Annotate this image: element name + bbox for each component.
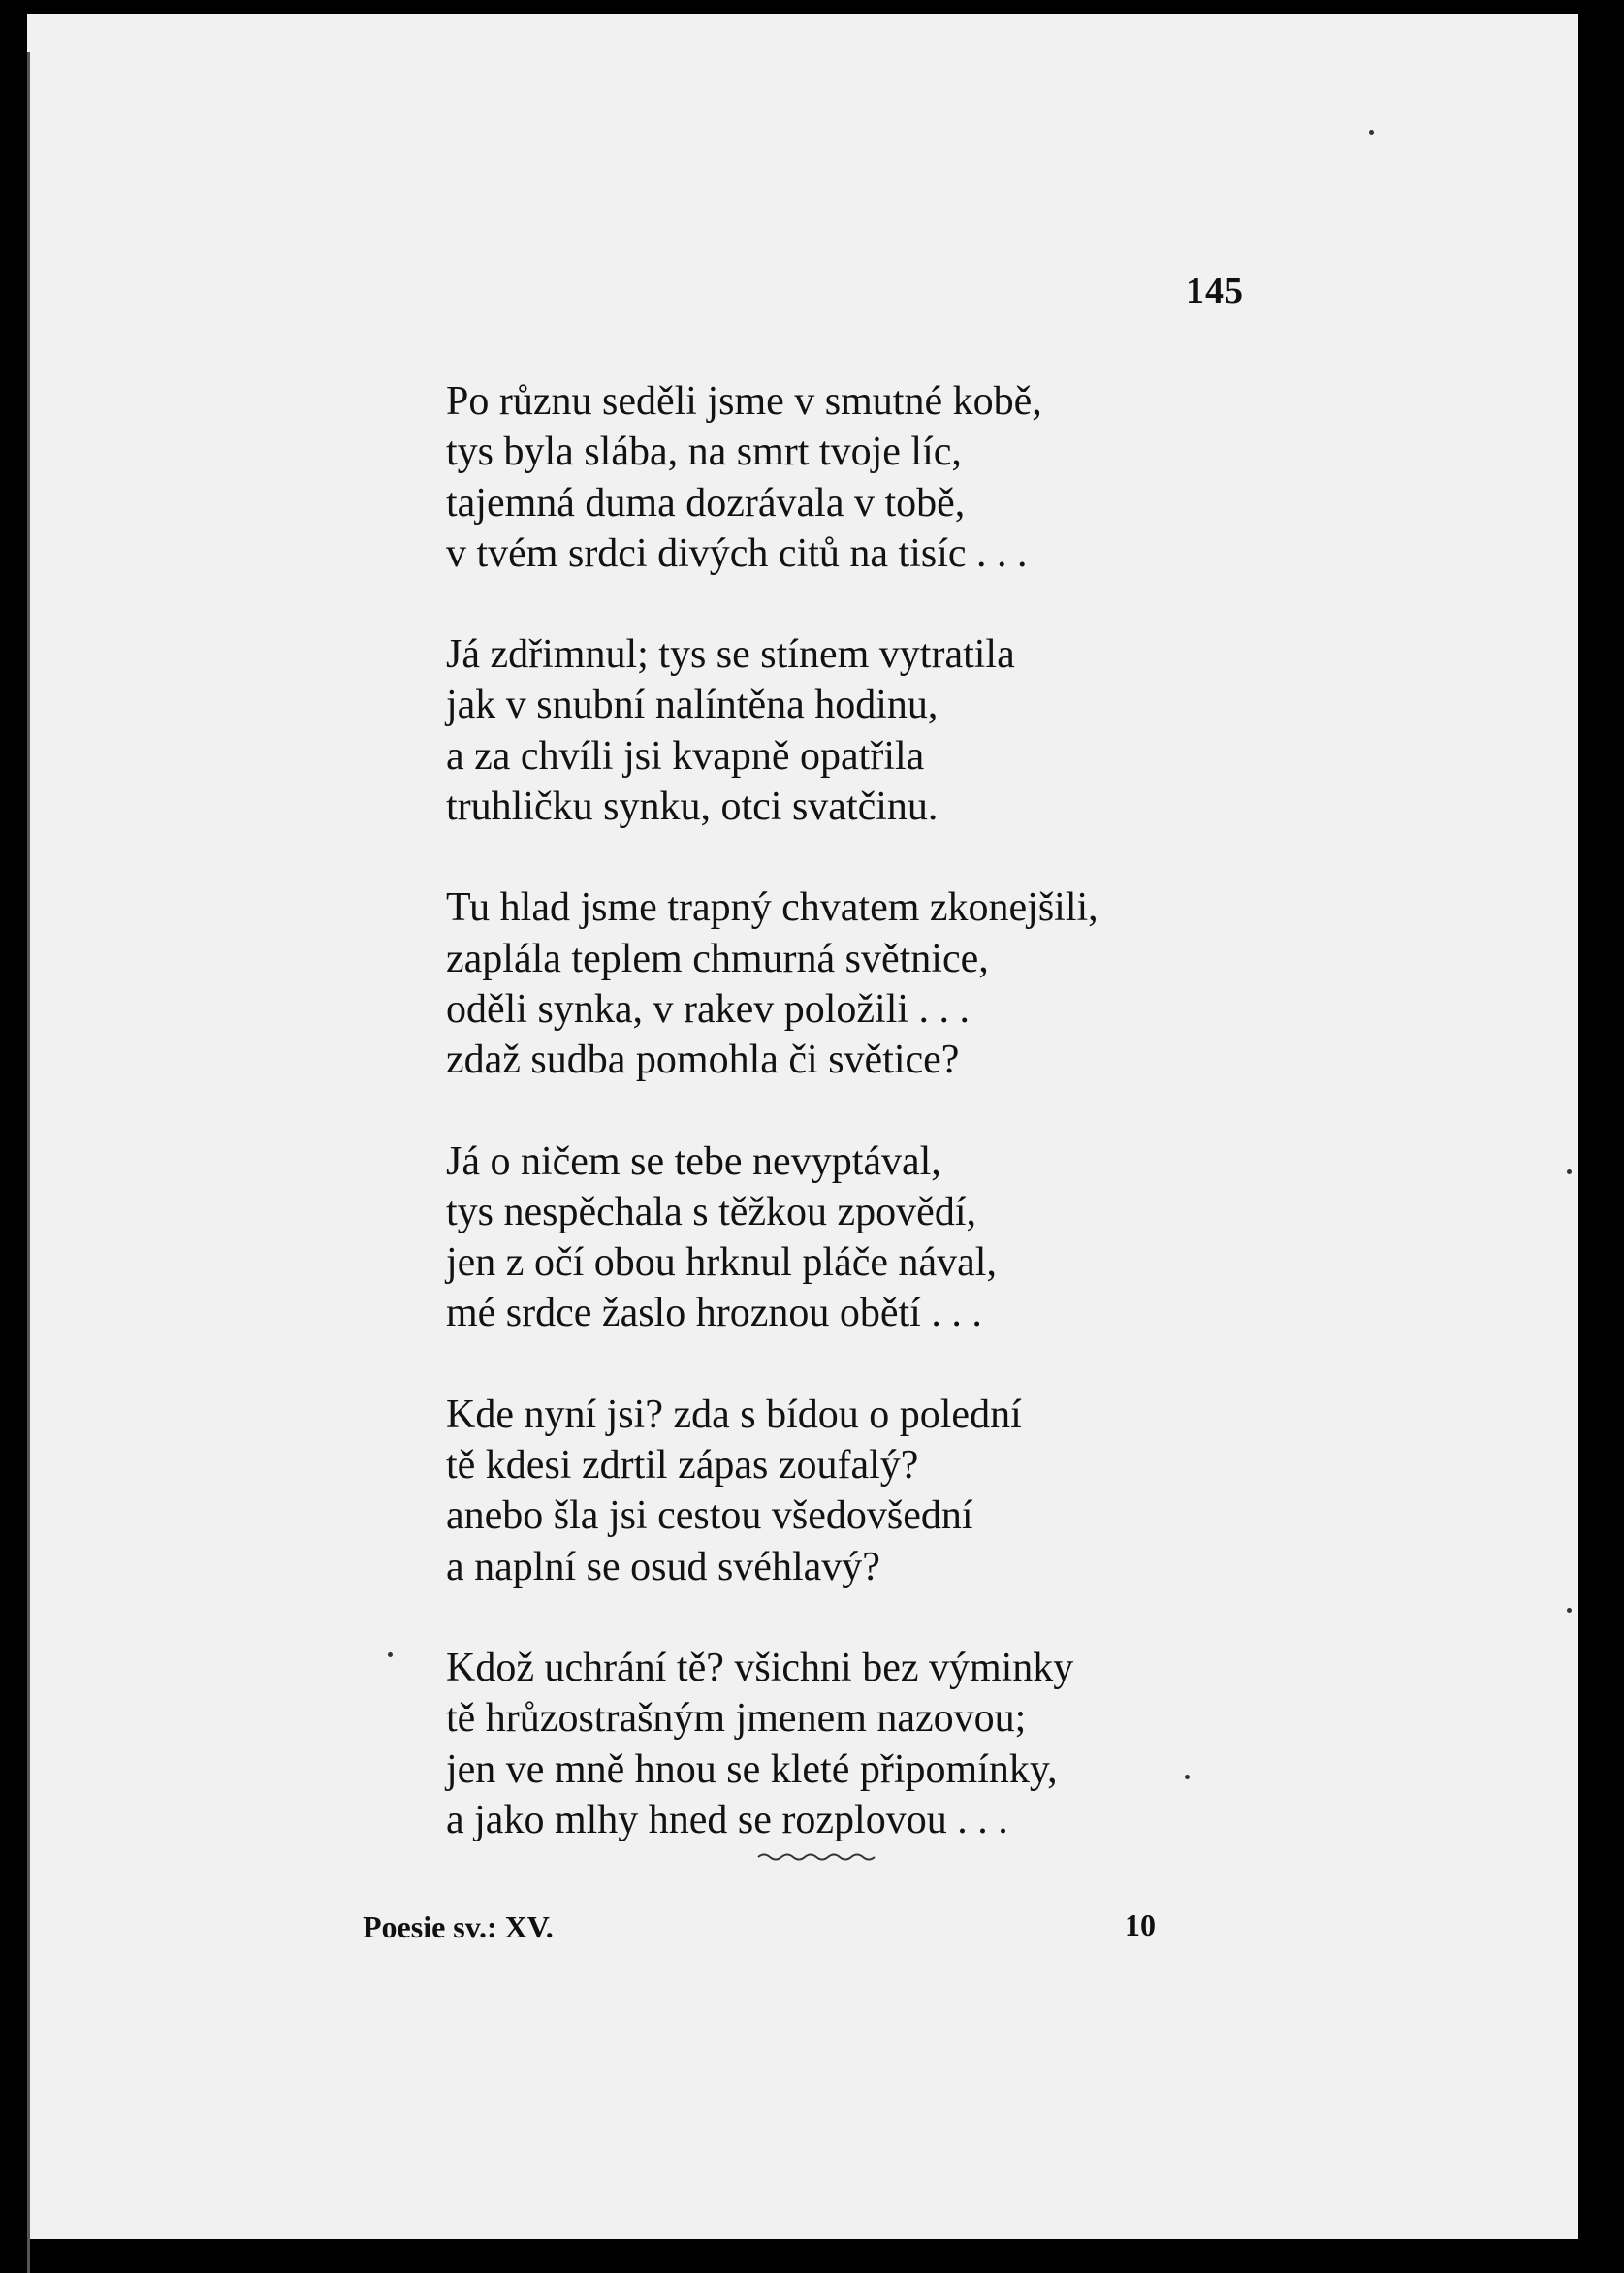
wavy-ornament-icon [756,1850,880,1864]
paper-speck [1567,1169,1572,1174]
page-number: 145 [1186,271,1244,311]
verse-line: Kde nyní jsi? zda s bídou o polední [446,1392,1022,1437]
verse-line: Já o ničem se tebe nevyptával, [446,1138,941,1184]
verse-line: a jako mlhy hned se rozplovou . . . [446,1797,1008,1842]
verse-line: jak v snubní nalíntěna hodinu, [446,683,939,728]
verse-line: truhličku synku, otci svatčinu. [446,784,939,830]
footer-sheet-number: 10 [1125,1907,1156,1942]
verse-line: oděli synka, v rakev položili . . . [446,986,971,1032]
footer-signature: Poesie sv.: XV. [363,1909,554,1944]
verse-line: jen z očí obou hrknul pláče nával, [446,1240,997,1286]
verse-line: tys nespěchala s těžkou zpovědí, [446,1189,976,1234]
page-spine-edge [27,52,30,2273]
poem [446,376,1319,1896]
verse-line: mé srdce žaslo hroznou obětí . . . [446,1291,982,1336]
verse-line: Kdož uchrání tě? všichni bez výminky [446,1645,1074,1690]
verse-line: tys byla slába, na smrt tvoje líc, [446,430,962,475]
paper-speck [1185,1775,1190,1779]
verse-line: tajemná duma dozrávala v tobě, [446,480,966,526]
verse-line: a za chvíli jsi kvapně opatřila [446,733,925,779]
verse-line: zaplála teplem chmurná světnice, [446,936,989,981]
verse-line: tě kdesi zdrtil zápas zoufalý? [446,1443,919,1489]
verse-line: zdaž sudba pomohla či světice? [446,1038,960,1083]
verse-line: Po různu seděli jsme v smutné kobě, [446,379,1042,424]
stanza [446,376,1319,579]
verse-line: Tu hlad jsme trapný chvatem zkonejšili, [446,885,1099,931]
paper-speck [1567,1608,1572,1613]
book-page [27,14,1578,2239]
stanza [446,1136,1319,1339]
stanza [446,1643,1319,1845]
stanza [446,1390,1319,1592]
verse-line: v tvém srdci divých citů na tisíc . . . [446,530,1028,576]
verse-line: a naplní se osud svéhlavý? [446,1544,880,1589]
verse-line: anebo šla jsi cestou všedovšední [446,1493,973,1539]
verse-line: Já zdřimnul; tys se stínem vytratila [446,632,1015,678]
paper-speck [1369,130,1374,135]
verse-line: tě hrůzostrašným jmenem nazovou; [446,1696,1027,1742]
stanza [446,882,1319,1085]
verse-line: jen ve mně hnou se kleté připomínky, [446,1746,1058,1792]
paper-speck [388,1652,393,1657]
stanza [446,629,1319,832]
